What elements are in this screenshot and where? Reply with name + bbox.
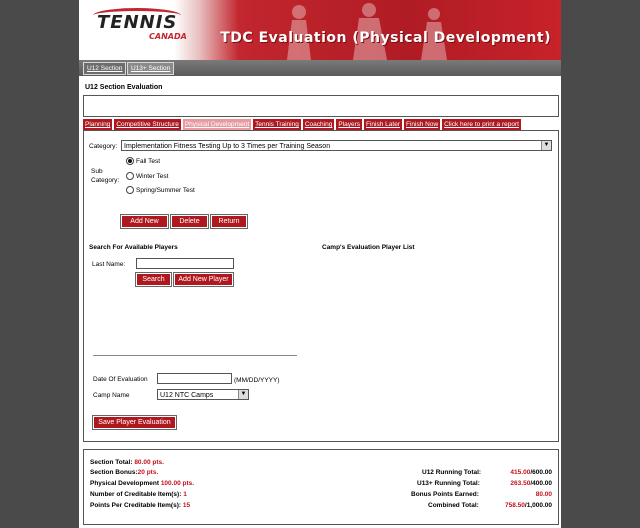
tab-print-report[interactable]: Click here to print a report bbox=[444, 121, 519, 128]
creditable-items bbox=[90, 491, 187, 498]
date-format-hint: (MM/DD/YYYY) bbox=[234, 377, 280, 384]
combined-total-value: 758.50 bbox=[505, 502, 525, 509]
u13-section-button[interactable]: U13+ Section bbox=[127, 62, 174, 75]
bonus-earned-label: Bonus Points Earned: bbox=[411, 491, 479, 498]
page-container bbox=[79, 0, 561, 528]
creditable-items-label: Number of Creditable Item(s): bbox=[90, 491, 182, 498]
physical-development-label: Physical Development bbox=[90, 480, 159, 487]
combined-total-max: /1,000.00 bbox=[524, 502, 552, 509]
u12-running-total bbox=[510, 469, 552, 476]
category-value: Implementation Fitness Testing Up to 3 Times per Training Season bbox=[124, 143, 331, 150]
add-new-player-button[interactable]: Add New Player bbox=[174, 273, 233, 286]
u12-running-total-label: U12 Running Total: bbox=[422, 469, 482, 476]
radio-spring-summer-test[interactable] bbox=[126, 186, 134, 194]
category-label: Category: bbox=[89, 143, 118, 150]
bonus-earned-value: 80.00 bbox=[535, 491, 552, 498]
camp-name-select[interactable] bbox=[157, 389, 249, 400]
tab-finish-later[interactable]: Finish Later bbox=[366, 121, 400, 128]
add-new-button[interactable]: Add New bbox=[121, 215, 168, 228]
section-bonus-value: 20 pts. bbox=[137, 469, 159, 476]
logo-word: TENNIS bbox=[97, 12, 178, 33]
combined-total-label: Combined Total: bbox=[428, 502, 479, 509]
chevron-down-icon[interactable]: ▼ bbox=[238, 390, 248, 399]
points-per-item bbox=[90, 502, 190, 509]
subcategory-label-line1: Sub bbox=[91, 168, 103, 175]
tab-tennis-training[interactable]: Tennis Training bbox=[255, 121, 299, 128]
section-bonus bbox=[90, 469, 158, 476]
tab-competitive-structure[interactable]: Competitive Structure bbox=[116, 121, 179, 128]
last-name-input[interactable] bbox=[136, 258, 234, 269]
player-list-heading: Camp's Evaluation Player List bbox=[322, 244, 415, 251]
category-select[interactable] bbox=[121, 140, 552, 151]
search-button[interactable]: Search bbox=[136, 273, 171, 286]
page-title: U12 Section Evaluation bbox=[85, 84, 163, 91]
heading-box bbox=[83, 95, 559, 117]
totals-panel bbox=[83, 449, 559, 525]
tab-bar bbox=[83, 119, 521, 130]
section-total-label: Section Total: bbox=[90, 459, 133, 466]
radio-fall-test[interactable] bbox=[126, 157, 134, 165]
evaluation-form bbox=[83, 130, 559, 442]
tab-players[interactable]: Players bbox=[338, 121, 361, 128]
u12-running-total-value: 415.00 bbox=[510, 469, 531, 476]
search-players-heading: Search For Available Players bbox=[89, 244, 178, 251]
section-total bbox=[90, 459, 164, 466]
radio-spring-summer-label: Spring/Summer Test bbox=[136, 187, 195, 194]
tab-planning[interactable]: Planning bbox=[85, 121, 111, 128]
section-bar bbox=[79, 60, 561, 76]
header-banner bbox=[79, 0, 561, 60]
points-per-item-value: 15 bbox=[182, 502, 191, 509]
combined-total bbox=[505, 502, 552, 509]
physical-development-value: 100.00 pts. bbox=[160, 480, 195, 487]
u13-running-total-value: 263.50 bbox=[510, 480, 531, 487]
tennis-canada-logo bbox=[91, 6, 191, 46]
radio-winter-test-label: Winter Test bbox=[136, 173, 169, 180]
u13-running-total-label: U13+ Running Total: bbox=[417, 480, 480, 487]
u13-running-total bbox=[510, 480, 552, 487]
date-of-evaluation-input[interactable] bbox=[157, 373, 232, 384]
delete-button[interactable]: Delete bbox=[171, 215, 208, 228]
camp-name-value: U12 NTC Camps bbox=[160, 392, 214, 399]
radio-fall-test-label: Fall Test bbox=[136, 158, 161, 165]
last-name-label: Last Name: bbox=[92, 261, 126, 268]
u13-running-total-max: /400.00 bbox=[530, 480, 552, 487]
section-total-value: 80.00 pts. bbox=[134, 459, 164, 466]
tab-physical-development[interactable]: Physical Development bbox=[184, 121, 250, 128]
chevron-down-icon[interactable]: ▼ bbox=[541, 141, 551, 150]
creditable-items-value: 1 bbox=[183, 491, 187, 498]
tab-finish-now[interactable]: Finish Now bbox=[405, 121, 439, 128]
divider bbox=[93, 355, 297, 356]
logo-subword: CANADA bbox=[149, 32, 187, 41]
section-bonus-label: Section Bonus: bbox=[90, 469, 138, 476]
u12-running-total-max: /600.00 bbox=[530, 469, 552, 476]
camp-name-label: Camp Name bbox=[93, 392, 130, 399]
date-of-evaluation-label: Date Of Evaluation bbox=[93, 376, 148, 383]
physical-development-total bbox=[90, 480, 194, 487]
save-player-evaluation-button[interactable]: Save Player Evaluation bbox=[93, 416, 176, 429]
tab-coaching[interactable]: Coaching bbox=[304, 121, 333, 128]
banner-title: TDC Evaluation (Physical Development) bbox=[220, 30, 551, 46]
return-button[interactable]: Return bbox=[211, 215, 247, 228]
u12-section-button[interactable]: U12 Section bbox=[83, 62, 126, 75]
subcategory-label-line2: Category: bbox=[91, 177, 120, 184]
points-per-item-label: Points Per Creditable Item(s): bbox=[90, 502, 182, 509]
radio-winter-test[interactable] bbox=[126, 172, 134, 180]
